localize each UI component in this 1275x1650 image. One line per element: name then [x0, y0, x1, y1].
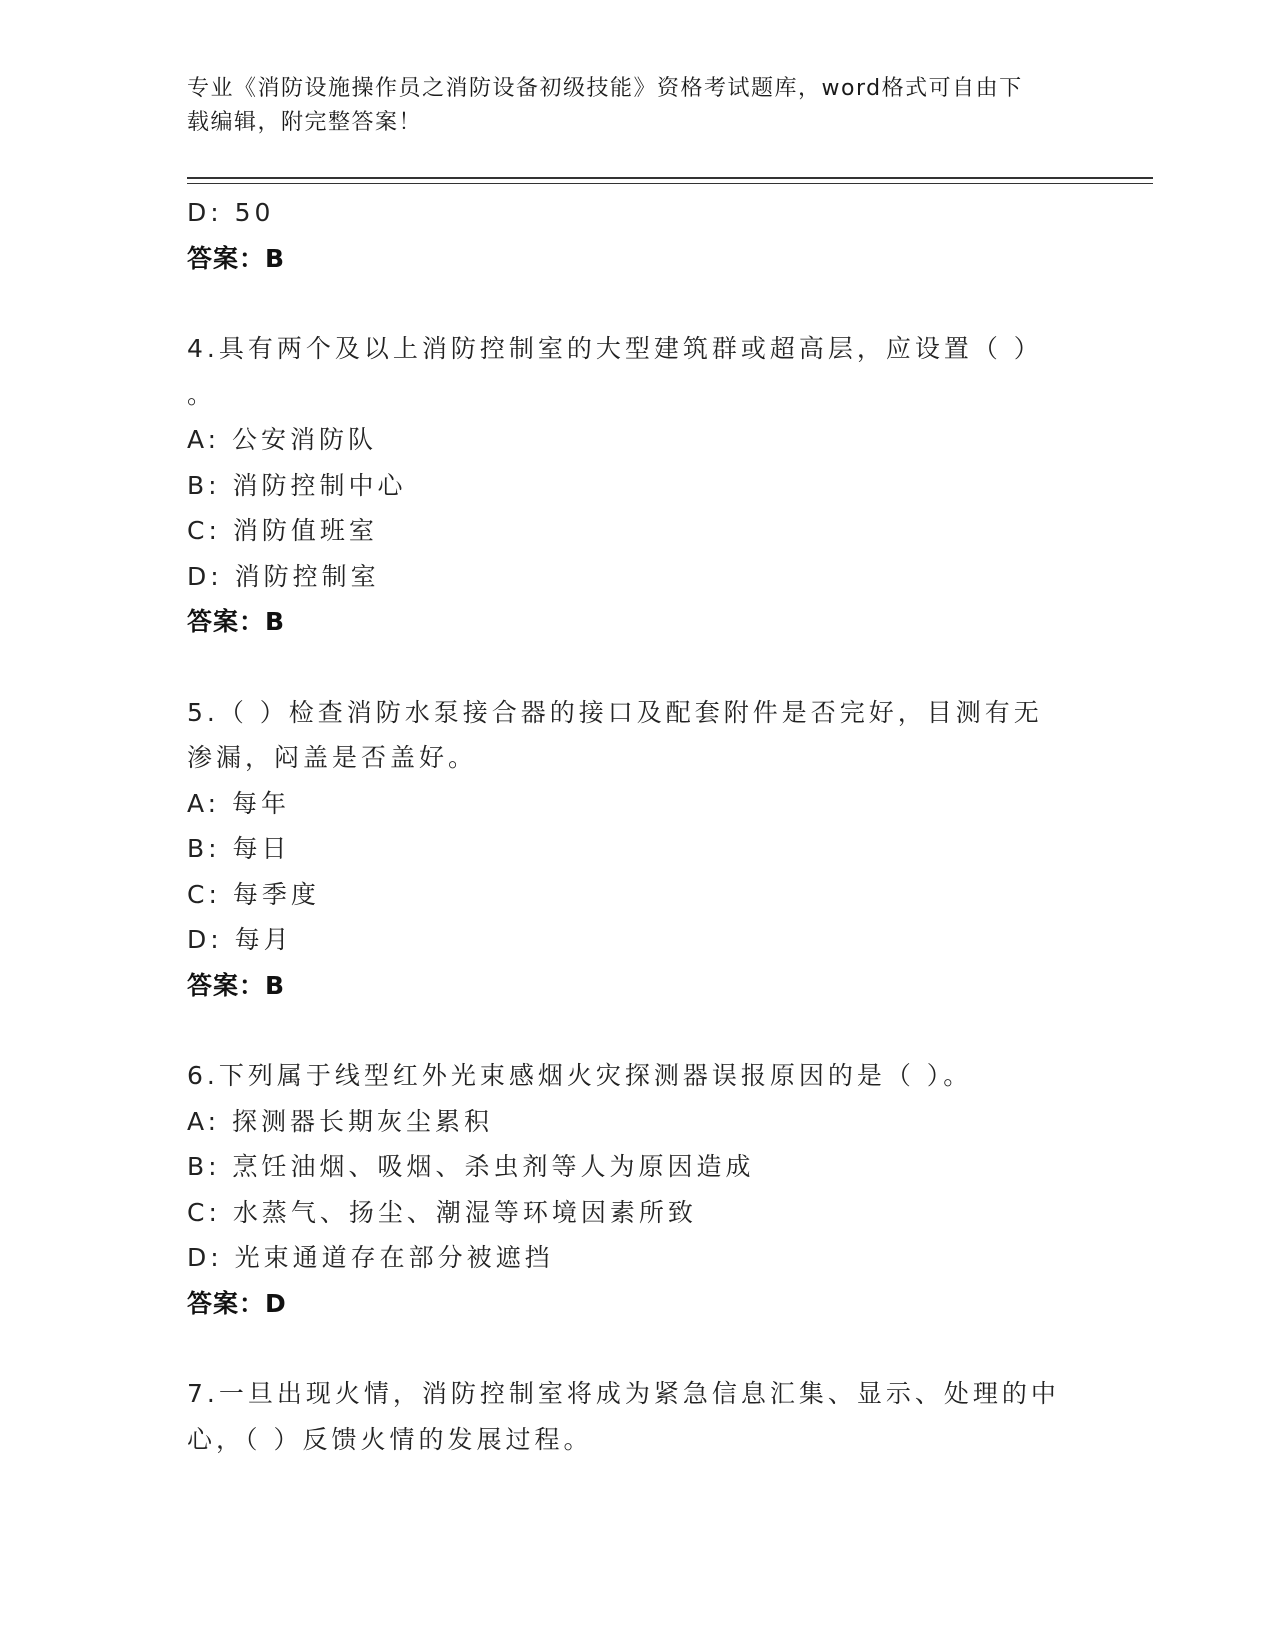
question-5-option-d: D: 每月	[187, 925, 293, 954]
question-7	[187, 1371, 1087, 1462]
question-5-option-a: A: 每年	[187, 788, 291, 818]
question-5	[187, 690, 1087, 1009]
question-4-option-b: B: 消防控制中心	[187, 470, 407, 500]
prev-answer: 答案：B	[187, 243, 286, 273]
question-6-option-c: C: 水蒸气、扬尘、潮湿等环境因素所致	[187, 1197, 697, 1227]
question-4-option-a: A: 公安消防队	[187, 425, 378, 454]
question-4-text-1: 4.具有两个及以上消防控制室的大型建筑群或超高层，应设置（ ）	[187, 334, 1043, 363]
question-4	[187, 326, 1087, 645]
question-5-answer: 答案：B	[187, 970, 286, 1000]
question-4-option-d: D: 消防控制室	[187, 561, 380, 591]
document-header	[187, 72, 1067, 140]
question-6-answer: 答案：D	[187, 1288, 287, 1318]
question-5-text-2: 渗漏，闷盖是否盖好。	[187, 743, 478, 772]
question-7-text-1: 7.一旦出现火情，消防控制室将成为紧急信息汇集、显示、处理的中	[187, 1379, 1060, 1408]
question-7-text-2: 心，（ ）反馈火情的发展过程。	[187, 1424, 593, 1454]
question-content	[187, 190, 1087, 1462]
prev-option-d: D: 50	[187, 198, 275, 227]
question-5-option-c: C: 每季度	[187, 879, 320, 909]
question-6	[187, 1053, 1087, 1326]
question-6-option-b: B: 烹饪油烟、吸烟、杀虫剂等人为原因造成	[187, 1152, 755, 1181]
question-4-text-2: 。	[187, 379, 217, 409]
header-divider-thin	[187, 183, 1153, 184]
header-divider-thick	[187, 177, 1153, 179]
question-6-option-a: A: 探测器长期灰尘累积	[187, 1106, 494, 1136]
question-4-answer: 答案：B	[187, 607, 286, 636]
question-6-text-1: 6.下列属于线型红外光束感烟火灾探测器误报原因的是（ ）。	[187, 1061, 973, 1090]
question-5-option-b: B: 每日	[187, 834, 291, 863]
header-line-2: 载编辑，附完整答案！	[187, 110, 423, 135]
question-6-option-d: D: 光束通道存在部分被遮挡	[187, 1243, 554, 1272]
question-4-option-c: C: 消防值班室	[187, 516, 378, 545]
header-line-1: 专业《消防设施操作员之消防设备初级技能》资格考试题库，word格式可自由下	[187, 76, 1023, 101]
question-5-text-1: 5.（ ）检查消防水泵接合器的接口及配套附件是否完好，目测有无	[187, 697, 1043, 727]
